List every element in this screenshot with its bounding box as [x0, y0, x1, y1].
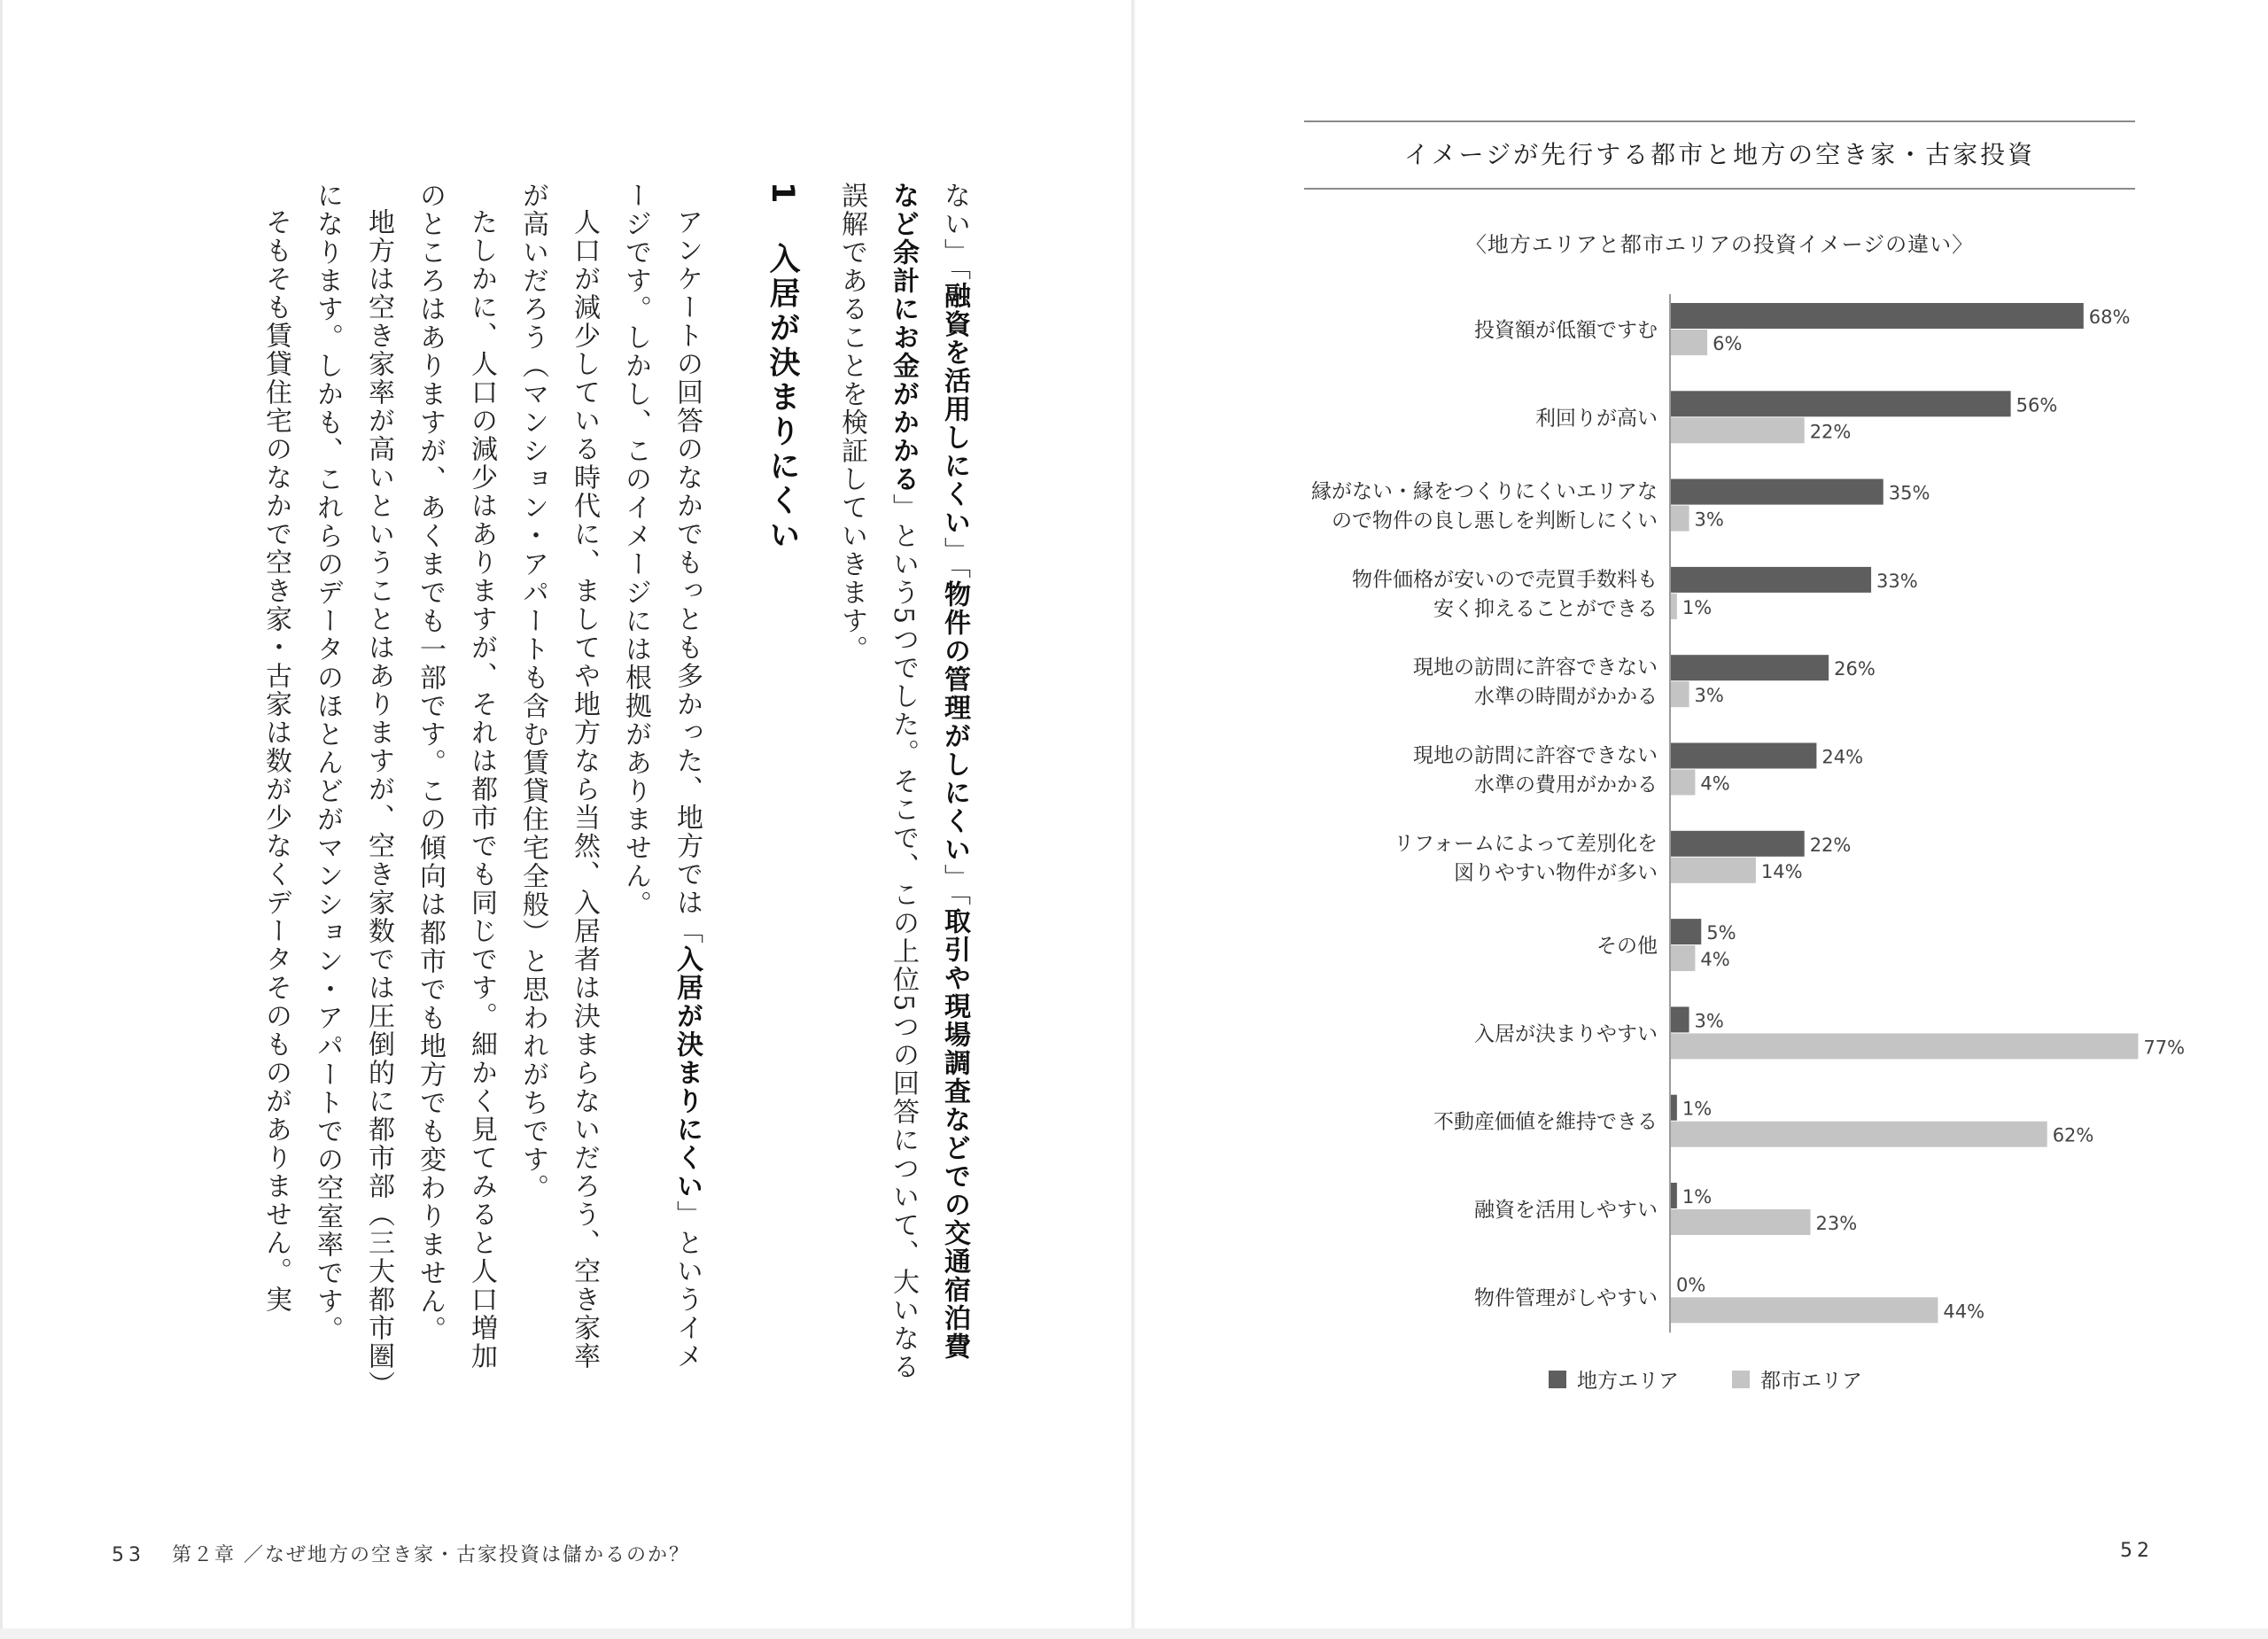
bar-regional: [1671, 743, 1816, 769]
page-number: 53: [112, 1544, 145, 1566]
bar-regional: [1671, 567, 1871, 593]
page-footer: [112, 1540, 690, 1567]
data-label: 77%: [2143, 1037, 2186, 1059]
data-label: 22%: [1809, 834, 1852, 856]
bar-urban: [1671, 1033, 2138, 1059]
legend-swatch-urban: [1732, 1371, 1750, 1388]
data-label: 23%: [1815, 1213, 1858, 1234]
legend-label-urban: 都市エリア: [1760, 1370, 1862, 1393]
text-span: 」「: [939, 864, 970, 907]
data-label: 6%: [1713, 333, 1743, 354]
page-bottom-edge: [0, 1628, 2268, 1639]
data-label: 68%: [2088, 307, 2131, 328]
section-title: 入居が決まりにくい: [765, 242, 800, 554]
data-label: 5%: [1706, 922, 1736, 944]
data-label: 3%: [1694, 685, 1724, 707]
legend-item-regional: [1549, 1364, 1679, 1394]
emphasis-occupancy: 入居が決まりにくい: [672, 945, 703, 1200]
text-span: アンケートの回答のなかでもっとも多かった、地方では「: [672, 208, 703, 945]
bar-urban: [1671, 594, 1677, 619]
vertical-body-text: [250, 182, 980, 1387]
data-label: 0%: [1676, 1274, 1706, 1296]
text-span: ない」「: [939, 182, 970, 282]
data-label: 22%: [1809, 421, 1852, 443]
bar-urban: [1671, 1297, 1938, 1323]
running-head: 第２章 ／なぜ地方の空き家・古家投資は儲かるのか？: [172, 1544, 690, 1566]
bar-regional: [1671, 655, 1829, 680]
bar-regional: [1671, 1095, 1677, 1121]
section-number: 1: [765, 182, 800, 207]
category-label: 水準の時間がかかる: [1474, 685, 1658, 709]
left-page: [0, 0, 1132, 1639]
bar-regional: [1671, 919, 1701, 944]
bar-urban: [1671, 858, 1756, 883]
data-label: 35%: [1888, 482, 1930, 504]
data-label: 3%: [1694, 509, 1724, 531]
category-label: 入居が決まりやすい: [1474, 1022, 1658, 1046]
chart-legend: [1549, 1364, 1915, 1394]
category-label: 物件管理がしやすい: [1474, 1286, 1658, 1310]
bar-urban: [1671, 417, 1805, 443]
bar-regional: [1671, 1006, 1689, 1032]
bar-regional: [1671, 479, 1884, 505]
page-number-right: 52: [2120, 1540, 2154, 1562]
chart-title: イメージが先行する都市と地方の空き家・古家投資: [1304, 120, 2135, 190]
emphasis-financing: 融資を活用しにくい: [939, 282, 970, 537]
category-label: 物件価格が安いので売買手数料も: [1352, 568, 1658, 592]
paragraph: たしかに、人口の減少はありますが、それは都市でも同じです。細かく見てみると人口増加のところはありますが、あくまでも一部です。この傾向は都市でも地方でも変わりません。: [415, 182, 497, 1371]
category-label: 水準の費用がかかる: [1474, 773, 1658, 796]
data-label: 4%: [1700, 773, 1730, 795]
category-label: 利回りが高い: [1535, 407, 1658, 431]
bar-chart: [1136, 0, 2268, 1400]
bar-urban: [1671, 945, 1695, 971]
bar-urban: [1671, 330, 1707, 355]
data-label: 24%: [1821, 746, 1864, 768]
data-label: 26%: [1834, 658, 1876, 680]
text-span: 」「: [939, 537, 970, 580]
legend-item-urban: [1732, 1364, 1862, 1394]
data-label: 62%: [2052, 1124, 2094, 1146]
category-label: 安く抑えることができる: [1433, 597, 1658, 621]
section-heading: [757, 182, 808, 1387]
bar-urban: [1671, 681, 1689, 707]
category-label: その他: [1596, 935, 1658, 959]
category-label: リフォームによって差別化を: [1394, 832, 1658, 856]
data-label: 1%: [1682, 1098, 1713, 1120]
paragraph: 地方は空き家率が高いということはありますが、空き家数では圧倒的に都市部（三大都市圏）になります。しかも、これらのデータのほとんどがマンション・アパートでの空室率です。: [312, 182, 394, 1386]
data-label: 3%: [1694, 1010, 1724, 1032]
text-span: 」という5つでした。そこで、この上位5つの回答について、大いなる誤解であることを検証していきます。: [836, 182, 919, 1382]
data-label: 14%: [1760, 860, 1803, 882]
data-label: 33%: [1876, 570, 1918, 592]
page-edge-shadow: [0, 0, 3, 1639]
category-label: 現地の訪問に許容できない: [1413, 744, 1658, 767]
bar-urban: [1671, 1122, 2047, 1147]
paragraph-intro-end: [826, 182, 980, 1387]
emphasis-travel-costs: 取引や現場調査などでの交通宿泊費など余計にお金がかかる: [888, 182, 970, 1361]
data-label: 1%: [1682, 1186, 1713, 1208]
bar-regional: [1671, 303, 2084, 329]
paragraph: そもそも賃貸住宅のなかで空き家・古家は数が少なくデータそのものがありません。実: [260, 208, 291, 1314]
text-span: 」というイメージです。しかし、このイメージには根拠がありません。: [620, 182, 703, 1371]
bar-urban: [1671, 506, 1689, 532]
legend-label-regional: 地方エリア: [1577, 1370, 1679, 1393]
bar-regional: [1671, 831, 1805, 857]
category-label: 融資を活用しやすい: [1474, 1199, 1658, 1222]
category-label: 現地の訪問に許容できない: [1413, 656, 1658, 680]
category-label: 不動産価値を維持できる: [1433, 1110, 1658, 1134]
paragraph: [610, 182, 712, 1387]
emphasis-management: 物件の管理がしにくい: [939, 580, 970, 864]
bar-urban: [1671, 1209, 1811, 1235]
category-label: 図りやすい物件が多い: [1454, 861, 1658, 885]
bar-regional: [1671, 1183, 1677, 1208]
data-label: 1%: [1682, 596, 1713, 618]
chart-subtitle: 〈地方エリアと都市エリアの投資イメージの違い〉: [1464, 232, 1975, 257]
category-label: ので物件の良し悪しを判断しにくい: [1332, 509, 1658, 533]
category-label: 縁がない・縁をつくりにくいエリアな: [1311, 480, 1658, 504]
bar-urban: [1671, 770, 1695, 796]
data-label: 4%: [1700, 949, 1730, 971]
bar-regional: [1671, 391, 2011, 416]
data-label: 56%: [2016, 394, 2058, 416]
category-label: 投資額が低額ですむ: [1474, 319, 1658, 342]
data-label: 44%: [1943, 1301, 1985, 1323]
paragraph: 人口が減少している時代に、ましてや地方なら当然、入居者は決まらないだろう、空き家率が高いだろう（マンション・アパートも含む賃貸住宅全般）と思われがちです。: [517, 182, 600, 1371]
legend-swatch-regional: [1549, 1371, 1566, 1388]
